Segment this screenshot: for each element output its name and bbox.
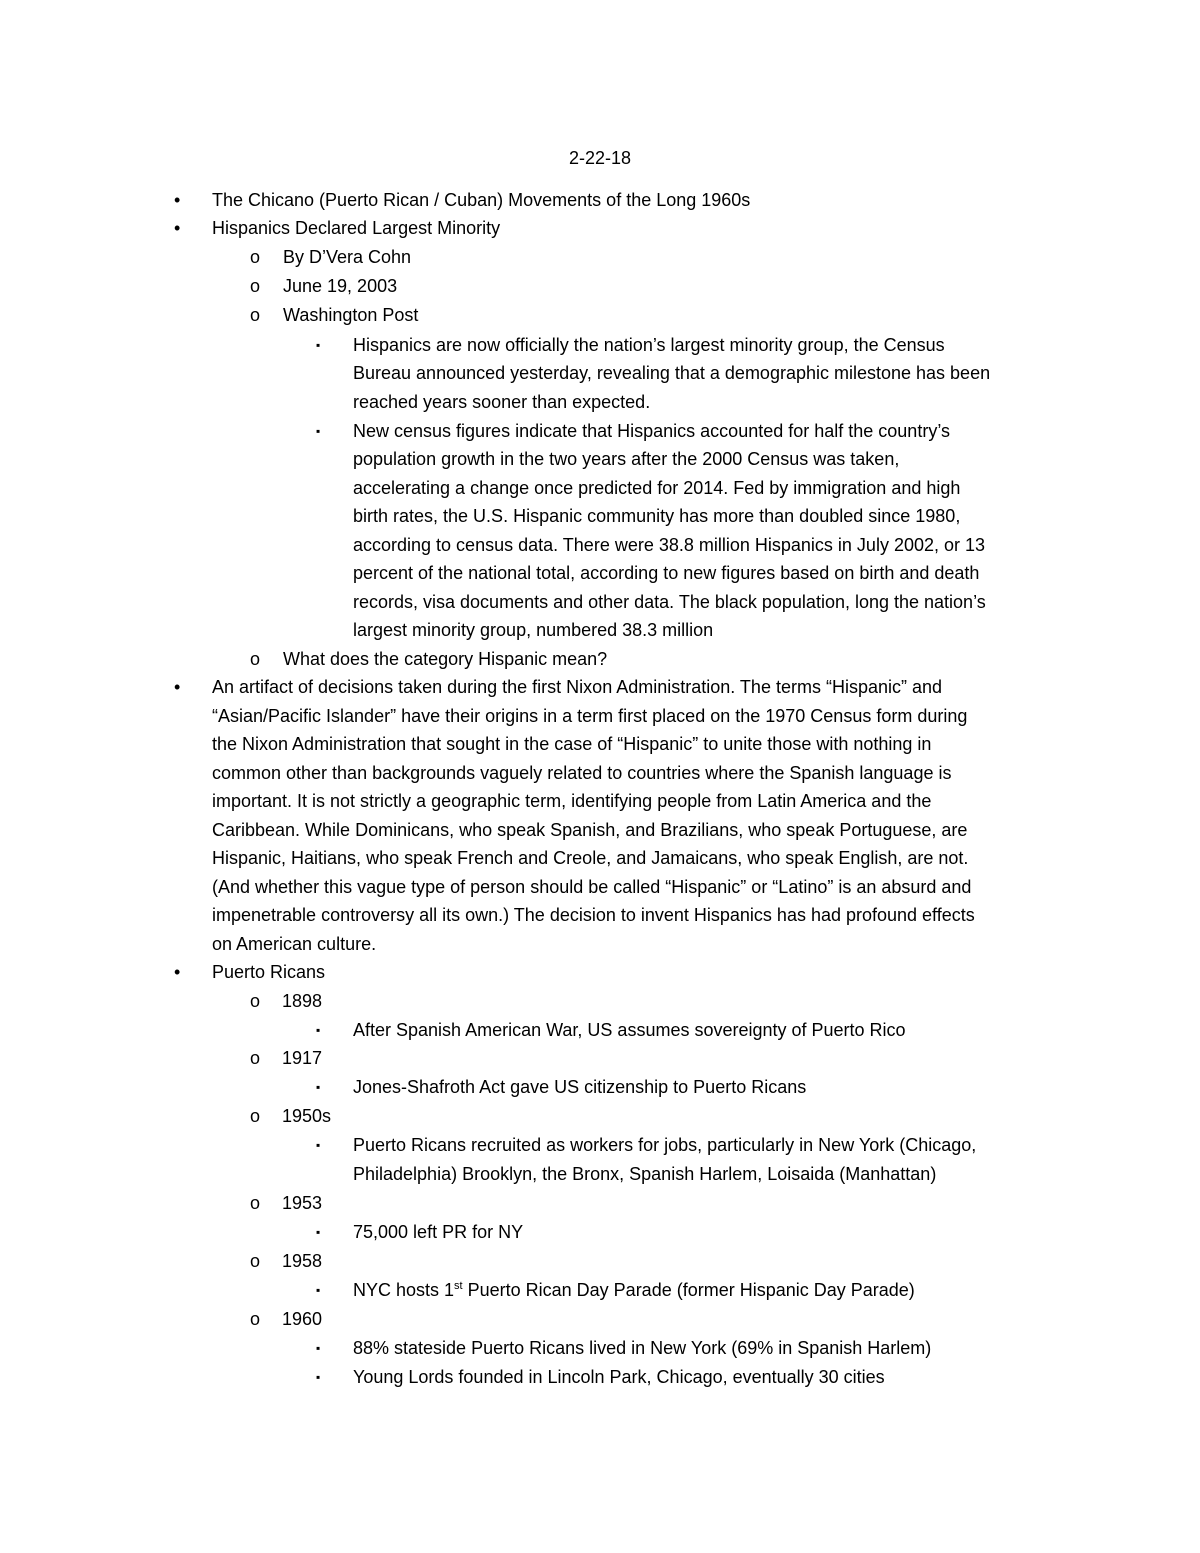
paragraph-line: impenetrable controversy all its own.) The decision to invent Hispanics has had profound effects — [212, 905, 975, 925]
paragraph-line: important. It is not strictly a geographic term, identifying people from Latin America and the — [212, 791, 932, 811]
paragraph-line: reached years sooner than expected. — [353, 392, 651, 412]
year-1958-note-text: Puerto Rican Day Parade (former Hispanic Day Parade) — [462, 1280, 915, 1300]
paragraph-line: records, visa documents and other data. The black population, long the nation’s — [353, 592, 986, 612]
list-item-publication: Washington Post — [283, 305, 419, 325]
paragraph-line: according to census data. There were 38.8 million Hispanics in July 2002, or 13 — [353, 535, 986, 555]
square-bullet-icon: ▪ — [316, 1023, 321, 1037]
year-1950s-note: Philadelphia) Brooklyn, the Bronx, Spanish Harlem, Loisaida (Manhattan) — [353, 1164, 937, 1184]
ordinal-suffix: st — [454, 1280, 463, 1292]
paragraph-line: common other than backgrounds vaguely related to countries where the Spanish language is — [212, 763, 952, 783]
paragraph-line: An artifact of decisions taken during the first Nixon Administration. The terms “Hispanic” and — [212, 677, 943, 697]
year-1958-note — [353, 1276, 915, 1304]
square-bullet-icon: ▪ — [316, 338, 321, 352]
paragraph-line: population growth in the two years after the 2000 Census was taken, — [353, 449, 900, 469]
list-item-question: What does the category Hispanic mean? — [283, 649, 608, 669]
paragraph-line: largest minority group, numbered 38.3 million — [353, 620, 714, 640]
square-bullet-icon: ▪ — [316, 1225, 321, 1239]
paragraph-line: birth rates, the U.S. Hispanic community has more than doubled since 1980, — [353, 506, 961, 526]
square-bullet-icon: ▪ — [316, 1283, 321, 1297]
circle-bullet-icon: o — [250, 247, 261, 267]
list-item-puerto-ricans: Puerto Ricans — [212, 962, 326, 982]
square-bullet-icon: ▪ — [316, 424, 321, 438]
list-item-hispanics-declared: Hispanics Declared Largest Minority — [212, 218, 501, 238]
square-bullet-icon: ▪ — [316, 1138, 321, 1152]
disc-bullet-icon: • — [174, 190, 181, 210]
paragraph-line: percent of the national total, according to new figures based on birth and death — [353, 563, 980, 583]
disc-bullet-icon: • — [174, 677, 181, 697]
year-1950s: 1950s — [282, 1106, 332, 1126]
year-1917: 1917 — [282, 1048, 323, 1068]
document-date: 2-22-18 — [568, 148, 632, 168]
year-1960-note: 88% stateside Puerto Ricans lived in New York (69% in Spanish Harlem) — [353, 1338, 932, 1358]
year-1960: 1960 — [282, 1309, 323, 1329]
year-1960-note: Young Lords founded in Lincoln Park, Chicago, eventually 30 cities — [353, 1367, 885, 1387]
paragraph-line: the Nixon Administration that sought in the case of “Hispanic” to unite those with nothing in — [212, 734, 932, 754]
list-item-author: By D’Vera Cohn — [283, 247, 412, 267]
paragraph-line: Hispanic, Haitians, who speak French and Creole, and Jamaicans, who speak English, are not. — [212, 848, 969, 868]
disc-bullet-icon: • — [174, 218, 181, 238]
square-bullet-icon: ▪ — [316, 1370, 321, 1384]
paragraph-line: “Asian/Pacific Islander” have their origins in a term first placed on the 1970 Census form during — [212, 706, 968, 726]
circle-bullet-icon: o — [250, 649, 261, 669]
heading-title: The Chicano (Puerto Rican / Cuban) Movements of the Long 1960s — [212, 190, 751, 210]
circle-bullet-icon: o — [250, 276, 261, 296]
square-bullet-icon: ▪ — [316, 1080, 321, 1094]
paragraph-line: Hispanics are now officially the nation’s largest minority group, the Census — [353, 335, 945, 355]
paragraph-line: (And whether this vague type of person should be called “Hispanic” or “Latino” is an absurd and — [212, 877, 972, 897]
circle-bullet-icon: o — [250, 305, 261, 325]
circle-bullet-icon: o — [250, 1309, 261, 1329]
paragraph-line: Caribbean. While Dominicans, who speak Spanish, and Brazilians, who speak Portuguese, are — [212, 820, 968, 840]
paragraph-line: accelerating a change once predicted for 2014. Fed by immigration and high — [353, 478, 961, 498]
paragraph-line: New census figures indicate that Hispanics accounted for half the country’s — [353, 421, 950, 441]
paragraph-line: on American culture. — [212, 934, 377, 954]
year-1958: 1958 — [282, 1251, 323, 1271]
circle-bullet-icon: o — [250, 1048, 261, 1068]
paragraph-line: Bureau announced yesterday, revealing that a demographic milestone has been — [353, 363, 991, 383]
square-bullet-icon: ▪ — [316, 1341, 321, 1355]
year-1953: 1953 — [282, 1193, 323, 1213]
year-1898-note: After Spanish American War, US assumes sovereignty of Puerto Rico — [353, 1020, 906, 1040]
list-item-pub-date: June 19, 2003 — [283, 276, 398, 296]
year-1958-note-text: NYC hosts 1 — [353, 1280, 455, 1300]
year-1953-note: 75,000 left PR for NY — [353, 1222, 524, 1242]
disc-bullet-icon: • — [174, 962, 181, 982]
year-1917-note: Jones-Shafroth Act gave US citizenship to Puerto Ricans — [353, 1077, 807, 1097]
circle-bullet-icon: o — [250, 1251, 261, 1271]
year-1898: 1898 — [282, 991, 323, 1011]
circle-bullet-icon: o — [250, 991, 261, 1011]
circle-bullet-icon: o — [250, 1106, 261, 1126]
circle-bullet-icon: o — [250, 1193, 261, 1213]
year-1950s-note: Puerto Ricans recruited as workers for jobs, particularly in New York (Chicago, — [353, 1135, 977, 1155]
